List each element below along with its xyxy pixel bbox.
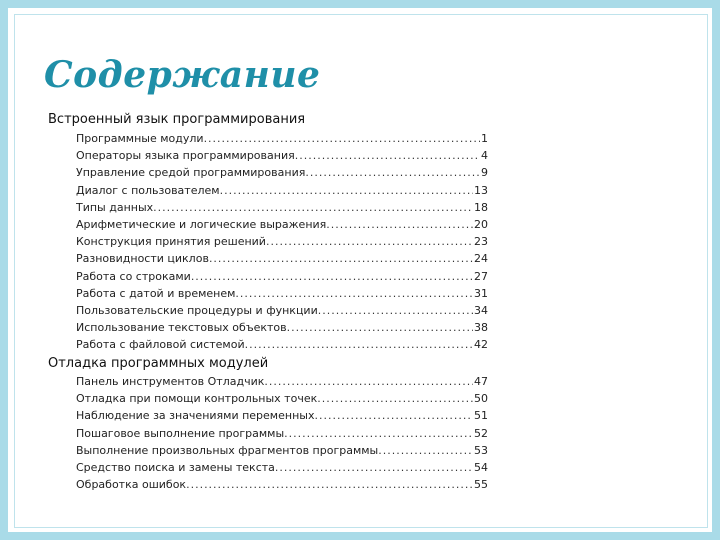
toc-leader-dots — [295, 149, 480, 162]
toc-leader-dots — [264, 375, 473, 388]
toc-entry-page: 31 — [474, 286, 488, 300]
toc-entry — [76, 252, 488, 269]
toc-entry-page: 1 — [481, 132, 488, 145]
toc-entry-title: Разновидности циклов — [76, 252, 209, 266]
toc-entry-title: Работа с файловой системой — [76, 338, 245, 352]
toc-entry — [76, 321, 488, 338]
toc-entry-page: 42 — [474, 338, 488, 352]
toc-entry-title: Работа с датой и временем — [76, 286, 236, 300]
toc-entry-page: 52 — [474, 426, 488, 440]
toc-entry-page: 54 — [474, 461, 488, 474]
toc-entry — [76, 427, 488, 444]
toc-entry — [76, 444, 488, 461]
toc-leader-dots — [191, 270, 473, 283]
section-heading-debugging: Отладка программных модулей — [48, 356, 269, 371]
border-bottom — [0, 532, 720, 540]
toc-entry — [76, 461, 488, 478]
toc-entry-title: Обработка ошибок — [76, 478, 187, 492]
toc-leader-dots — [317, 392, 473, 405]
toc-leader-dots — [186, 478, 473, 491]
toc-leader-dots — [209, 252, 473, 265]
toc-leader-dots — [318, 304, 473, 317]
toc-entry — [76, 338, 488, 355]
toc-entry-title: Арифметические и логические выражения — [76, 218, 327, 231]
toc-entry — [76, 478, 488, 495]
toc-leader-dots — [153, 201, 473, 214]
toc-entry — [76, 132, 488, 149]
toc-entry-title: Диалог с пользователем — [76, 183, 220, 197]
toc-leader-dots — [326, 218, 473, 231]
toc-entry-title: Наблюдение за значениями переменных — [76, 409, 315, 423]
toc-entry-page: 13 — [474, 183, 488, 197]
toc-entry-page: 27 — [474, 269, 488, 283]
toc-entry-title: Пошаговое выполнение программы — [76, 426, 285, 440]
toc-leader-dots — [266, 235, 473, 248]
toc-entry-page: 9 — [481, 166, 488, 180]
border-top — [0, 0, 720, 8]
toc-entry-title: Программные модули — [76, 132, 204, 145]
toc-entry-page: 18 — [474, 200, 488, 214]
border-right — [712, 0, 720, 540]
toc-entry-title: Средство поиска и замены текста — [76, 461, 275, 474]
toc-entry-page: 4 — [481, 149, 488, 163]
toc-leader-dots — [284, 427, 473, 440]
toc-entry-page: 23 — [474, 235, 488, 249]
section-heading-language: Встроенный язык программирования — [48, 112, 306, 127]
toc-entry-title: Типы данных — [76, 200, 154, 214]
toc-leader-dots — [220, 184, 473, 197]
toc-entry-page: 34 — [474, 304, 488, 317]
toc-leader-dots — [275, 461, 473, 474]
toc-entry — [76, 184, 488, 201]
toc-entry-page: 55 — [474, 478, 488, 492]
toc-leader-dots — [245, 338, 473, 351]
toc-entry-page: 20 — [474, 218, 488, 231]
toc-leader-dots — [235, 287, 473, 300]
border-left — [0, 0, 8, 540]
toc-entry-page: 38 — [474, 321, 488, 335]
toc-entry-title: Операторы языка программирования — [76, 149, 295, 163]
toc-entry — [76, 375, 488, 392]
toc-entry — [76, 235, 488, 252]
toc-entry-title: Управление средой программирования — [76, 166, 306, 180]
toc-entry-page: 47 — [474, 375, 488, 388]
toc-entry-title: Панель инструментов Отладчик — [76, 375, 265, 388]
toc-leader-dots — [204, 132, 480, 145]
toc-entry-page: 50 — [474, 392, 488, 406]
toc-entry-title: Пользовательские процедуры и функции — [76, 304, 318, 317]
toc-entry-title: Отладка при помощи контрольных точек — [76, 392, 318, 406]
toc-entry-title: Использование текстовых объектов — [76, 321, 287, 335]
toc-entry-title: Выполнение произвольных фрагментов программы — [76, 443, 379, 457]
toc-entry-page: 51 — [474, 409, 488, 423]
toc-entry — [76, 409, 488, 426]
toc-entry-title: Работа со строками — [76, 269, 191, 283]
toc-leader-dots — [287, 321, 473, 334]
toc-leader-dots — [314, 409, 473, 422]
toc-entry — [76, 149, 488, 166]
toc-entry-page: 24 — [474, 252, 488, 266]
toc-entry — [76, 304, 488, 321]
toc-entry-page: 53 — [474, 443, 488, 457]
toc-entry — [76, 166, 488, 183]
slide-title: Содержание — [44, 54, 321, 96]
toc-leader-dots — [378, 444, 473, 457]
toc-entry-title: Конструкция принятия решений — [76, 235, 266, 249]
toc-entry — [76, 201, 488, 218]
toc-entry — [76, 392, 488, 409]
toc-entry — [76, 218, 488, 235]
toc-entry — [76, 270, 488, 287]
toc-entry — [76, 287, 488, 304]
toc-leader-dots — [305, 166, 480, 179]
